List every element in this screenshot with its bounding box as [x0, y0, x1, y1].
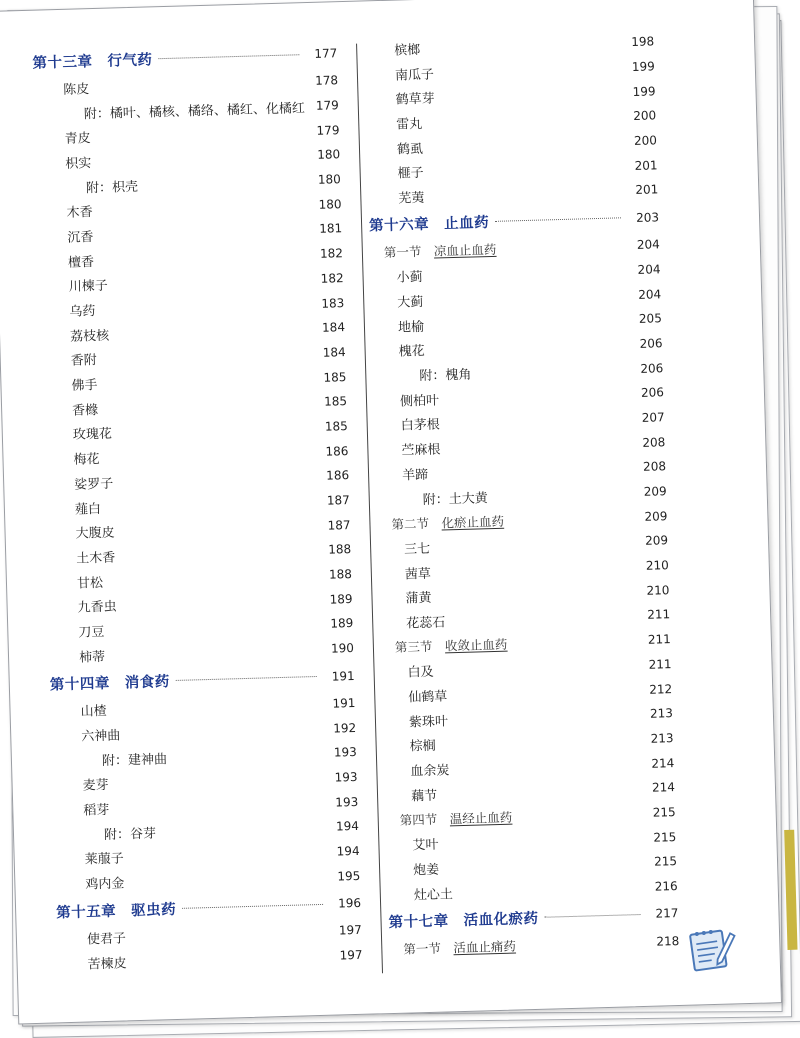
- section-label: [395, 635, 508, 656]
- entry-label: 娑罗子: [74, 472, 114, 492]
- toc-right-column: [364, 29, 680, 961]
- page-number: 211: [638, 608, 670, 623]
- row-spacer: [124, 852, 328, 858]
- row-spacer: [439, 862, 645, 868]
- section-label: [391, 511, 504, 532]
- page-number: 198: [622, 35, 654, 50]
- row-spacer: [453, 887, 646, 892]
- page-number: 209: [635, 509, 667, 524]
- row-spacer: [113, 476, 317, 482]
- entry-label: 梅花: [73, 448, 100, 468]
- page-number: 204: [628, 262, 660, 277]
- row-spacer: [167, 753, 325, 757]
- entry-label: 大腹皮: [75, 522, 115, 542]
- row-spacer: [93, 229, 310, 235]
- row-spacer: [423, 141, 625, 147]
- entry-label: 紫珠叶: [409, 710, 449, 730]
- row-spacer: [109, 802, 326, 808]
- row-spacer: [126, 931, 330, 937]
- row-spacer: [440, 443, 633, 448]
- entry-label: 白及: [407, 661, 434, 681]
- row-spacer: [488, 492, 635, 496]
- dot-leader: [158, 54, 299, 59]
- entry-label: 使君子: [87, 927, 127, 947]
- entry-label: 附：槐角: [419, 364, 472, 384]
- row-spacer: [107, 704, 324, 710]
- row-spacer: [117, 600, 321, 606]
- row-spacer: [424, 319, 630, 325]
- section-label: [399, 808, 512, 829]
- entry-label: 仙鹤草: [408, 685, 448, 705]
- page-number: 216: [646, 879, 678, 894]
- dot-leader: [176, 676, 317, 681]
- row-spacer: [95, 304, 312, 310]
- row-spacer: [435, 92, 624, 97]
- row-spacer: [425, 344, 631, 350]
- entry-label: 芜荑: [398, 187, 425, 207]
- page-number: 203: [627, 210, 659, 225]
- row-spacer: [431, 566, 637, 572]
- section-title: 活血止痛药: [453, 938, 516, 955]
- entry-label: 槐花: [398, 340, 425, 360]
- page-number: 213: [641, 706, 673, 721]
- page-number: 209: [636, 534, 668, 549]
- row-spacer: [437, 788, 643, 794]
- entry-label: 地榆: [398, 316, 425, 336]
- entry-label: 甘松: [77, 572, 104, 592]
- page-number: 190: [322, 641, 354, 656]
- page-number: 188: [319, 542, 351, 557]
- notepad-pencil-icon: [683, 921, 741, 976]
- page-number: 215: [645, 854, 677, 869]
- page-number: 193: [326, 794, 358, 809]
- row-spacer: [423, 295, 629, 301]
- entry-label: 檀香: [68, 251, 95, 271]
- row-spacer: [89, 81, 306, 87]
- section-title: 温经止血药: [450, 810, 513, 827]
- entry-label: 鹤虱: [397, 137, 424, 157]
- entry-label: 川楝子: [68, 275, 108, 295]
- page-number: 211: [639, 657, 671, 672]
- entry-label: 羊蹄: [402, 464, 429, 484]
- page-number: 208: [633, 435, 665, 450]
- row-spacer: [434, 67, 623, 72]
- toc-left-column: [32, 38, 363, 976]
- row-spacer: [138, 180, 309, 185]
- entry-label: 土木香: [76, 546, 116, 566]
- page-number: 204: [628, 237, 660, 252]
- page-number: 186: [317, 468, 349, 483]
- entry-label: 陈皮: [63, 78, 90, 98]
- row-spacer: [105, 649, 322, 655]
- entry-label: 藕节: [411, 784, 438, 804]
- row-spacer: [447, 690, 640, 695]
- row-spacer: [97, 353, 314, 359]
- page-number: 178: [306, 74, 338, 89]
- dot-leader: [544, 914, 640, 918]
- row-spacer: [115, 550, 319, 556]
- entry-label: 麦芽: [82, 774, 109, 794]
- page-number: 214: [643, 780, 675, 795]
- row-spacer: [516, 942, 647, 946]
- page-number: 181: [310, 222, 342, 237]
- row-spacer: [422, 117, 624, 123]
- entry-label: 六神曲: [81, 725, 121, 745]
- section-number: 第二节: [391, 516, 429, 532]
- entry-label: 榧子: [397, 162, 424, 182]
- page-number: 206: [631, 361, 663, 376]
- page-number: 192: [324, 720, 356, 735]
- row-spacer: [428, 467, 634, 473]
- row-spacer: [423, 270, 629, 276]
- page-number: 188: [320, 567, 352, 582]
- dot-leader: [495, 218, 621, 223]
- page-number: 189: [320, 592, 352, 607]
- row-spacer: [445, 615, 638, 620]
- section-number: 第三节: [395, 639, 433, 655]
- page-number: 197: [330, 923, 362, 938]
- row-spacer: [504, 517, 635, 521]
- entry-label: 薤白: [75, 497, 102, 517]
- page-number: 179: [307, 123, 339, 138]
- page-number: 183: [312, 296, 344, 311]
- entry-label: 佛手: [71, 374, 98, 394]
- page-number: 194: [327, 844, 359, 859]
- page-number: 197: [330, 948, 362, 963]
- entry-label: 稻芽: [83, 799, 110, 819]
- entry-label: 附：土大黄: [422, 487, 488, 508]
- page-number: 199: [623, 59, 655, 74]
- entry-label: 侧柏叶: [400, 389, 440, 409]
- entry-label: 枳实: [65, 152, 92, 172]
- entry-label: 小蓟: [396, 266, 423, 286]
- page-number: 185: [315, 394, 347, 409]
- row-spacer: [93, 205, 310, 211]
- page-number: 213: [641, 731, 673, 746]
- entry-label: 三七: [404, 538, 431, 558]
- page-number: 217: [646, 906, 678, 921]
- page-number: 180: [308, 148, 340, 163]
- entry-label: 木香: [66, 201, 93, 221]
- entry-label: 莱菔子: [84, 848, 124, 868]
- page-number: 199: [623, 84, 655, 99]
- row-spacer: [430, 541, 636, 547]
- entry-label: 青皮: [64, 127, 91, 147]
- row-spacer: [94, 254, 311, 260]
- row-spacer: [424, 166, 626, 172]
- row-spacer: [512, 813, 643, 817]
- entry-label: 雷丸: [396, 113, 423, 133]
- row-spacer: [109, 778, 326, 784]
- page-number: 205: [630, 311, 662, 326]
- entry-label: 鸡内金: [85, 873, 125, 893]
- page-number: 195: [328, 869, 360, 884]
- row-spacer: [109, 328, 313, 334]
- chapter-title: 第十六章 止血药: [369, 211, 490, 235]
- row-spacer: [434, 665, 640, 671]
- page-number: 179: [307, 98, 339, 113]
- row-spacer: [156, 827, 327, 832]
- page-number: 185: [314, 370, 346, 385]
- page-number: 189: [321, 616, 353, 631]
- entry-label: 棕榈: [409, 735, 436, 755]
- chapter-title: 第十五章 驱虫药: [56, 898, 177, 922]
- page-number: 209: [634, 484, 666, 499]
- row-spacer: [103, 575, 320, 581]
- page-number: 187: [318, 518, 350, 533]
- page-number: 182: [311, 271, 343, 286]
- page-number: 177: [305, 46, 337, 61]
- entry-label: 苦楝皮: [87, 952, 127, 972]
- page-number: 200: [625, 133, 657, 148]
- row-spacer: [112, 427, 316, 433]
- entry-label: 玫瑰花: [73, 423, 113, 443]
- row-spacer: [420, 43, 622, 49]
- row-spacer: [424, 191, 626, 197]
- row-spacer: [98, 402, 315, 408]
- entry-label: 南瓜子: [395, 63, 435, 83]
- entry-label: 附：橘叶、橘核、橘络、橘红、化橘红: [84, 97, 305, 122]
- entry-label: 炮姜: [413, 859, 440, 879]
- page-number: 208: [634, 460, 666, 475]
- row-spacer: [440, 418, 633, 423]
- page-number: 204: [629, 287, 661, 302]
- entry-label: 荔枝核: [70, 324, 110, 344]
- page-number: 206: [630, 336, 662, 351]
- entry-label: 刀豆: [78, 621, 105, 641]
- row-spacer: [97, 378, 314, 384]
- row-spacer: [449, 764, 642, 769]
- row-spacer: [439, 393, 632, 398]
- row-spacer: [507, 640, 638, 644]
- section-title: 凉血止血药: [434, 242, 497, 259]
- entry-label: 灶心土: [414, 883, 454, 903]
- entry-label: 沉香: [67, 226, 94, 246]
- page-number: 207: [632, 410, 664, 425]
- row-spacer: [471, 369, 631, 373]
- row-spacer: [104, 624, 321, 630]
- row-spacer: [101, 501, 318, 507]
- page-number: 185: [316, 419, 348, 434]
- page-number: 186: [316, 444, 348, 459]
- page-number: 187: [318, 493, 350, 508]
- section-title: 收敛止血药: [445, 637, 508, 654]
- entry-label: 香附: [70, 349, 97, 369]
- entry-label: 山楂: [80, 700, 107, 720]
- page-number: 201: [626, 183, 658, 198]
- row-spacer: [91, 155, 308, 161]
- entry-label: 乌药: [69, 300, 96, 320]
- page-number: 218: [647, 934, 679, 949]
- entry-label: 茜草: [405, 562, 432, 582]
- row-spacer: [448, 714, 641, 719]
- page-number: 215: [644, 830, 676, 845]
- entry-label: 香橼: [72, 399, 99, 419]
- entry-label: 蒲黄: [405, 587, 432, 607]
- page-number: 191: [323, 696, 355, 711]
- page-number: 196: [329, 896, 361, 911]
- row-spacer: [438, 838, 644, 844]
- row-spacer: [496, 245, 627, 249]
- row-spacer: [115, 526, 319, 532]
- entry-label: 槟榔: [394, 39, 421, 59]
- row-spacer: [432, 591, 638, 597]
- entry-label: 花蕊石: [406, 611, 446, 631]
- page-number: 210: [637, 583, 669, 598]
- section-number: 第一节: [403, 940, 441, 956]
- row-spacer: [108, 279, 312, 285]
- page-number: 184: [313, 345, 345, 360]
- page-number: 200: [624, 109, 656, 124]
- entry-label: 柿蒂: [79, 646, 106, 666]
- chapter-title: 第十七章 活血化瘀药: [388, 907, 539, 932]
- section-number: 第一节: [384, 244, 422, 260]
- page-number: 193: [325, 745, 357, 760]
- page-number: 212: [640, 682, 672, 697]
- page-number: 191: [323, 668, 355, 683]
- entry-label: 苎麻根: [401, 439, 441, 459]
- entry-label: 血余炭: [410, 759, 450, 779]
- entry-label: 鹤草芽: [395, 88, 435, 108]
- row-spacer: [124, 876, 328, 882]
- page-number: 211: [639, 632, 671, 647]
- row-spacer: [91, 131, 308, 137]
- page-number: 184: [313, 320, 345, 335]
- page-number: 201: [625, 158, 657, 173]
- chapter-title: 第十三章 行气药: [32, 48, 153, 72]
- section-label: [384, 240, 497, 261]
- page-number: 206: [632, 385, 664, 400]
- section-title: 化瘀止血药: [441, 513, 504, 530]
- page-number: 180: [309, 172, 341, 187]
- page-number: 193: [325, 770, 357, 785]
- page-number: 180: [309, 197, 341, 212]
- section-label: [403, 936, 516, 957]
- row-spacer: [100, 452, 317, 458]
- entry-label: 大蓟: [397, 291, 424, 311]
- section-number: 第四节: [400, 812, 438, 828]
- entry-label: 附：谷芽: [104, 822, 157, 842]
- entry-label: 附：建神曲: [102, 748, 168, 769]
- page-number: 214: [642, 756, 674, 771]
- entry-label: 艾叶: [412, 834, 439, 854]
- page-number: 215: [643, 805, 675, 820]
- page-number: 210: [637, 558, 669, 573]
- chapter-title: 第十四章 消食药: [50, 670, 171, 694]
- row-spacer: [436, 739, 642, 745]
- row-spacer: [127, 956, 331, 962]
- page-number: 194: [327, 819, 359, 834]
- dot-leader: [182, 903, 323, 908]
- entry-label: 白茅根: [400, 414, 440, 434]
- entry-label: 九香虫: [77, 596, 117, 616]
- entry-label: 附：枳壳: [86, 175, 139, 195]
- page-number: 182: [311, 246, 343, 261]
- row-spacer: [120, 728, 324, 734]
